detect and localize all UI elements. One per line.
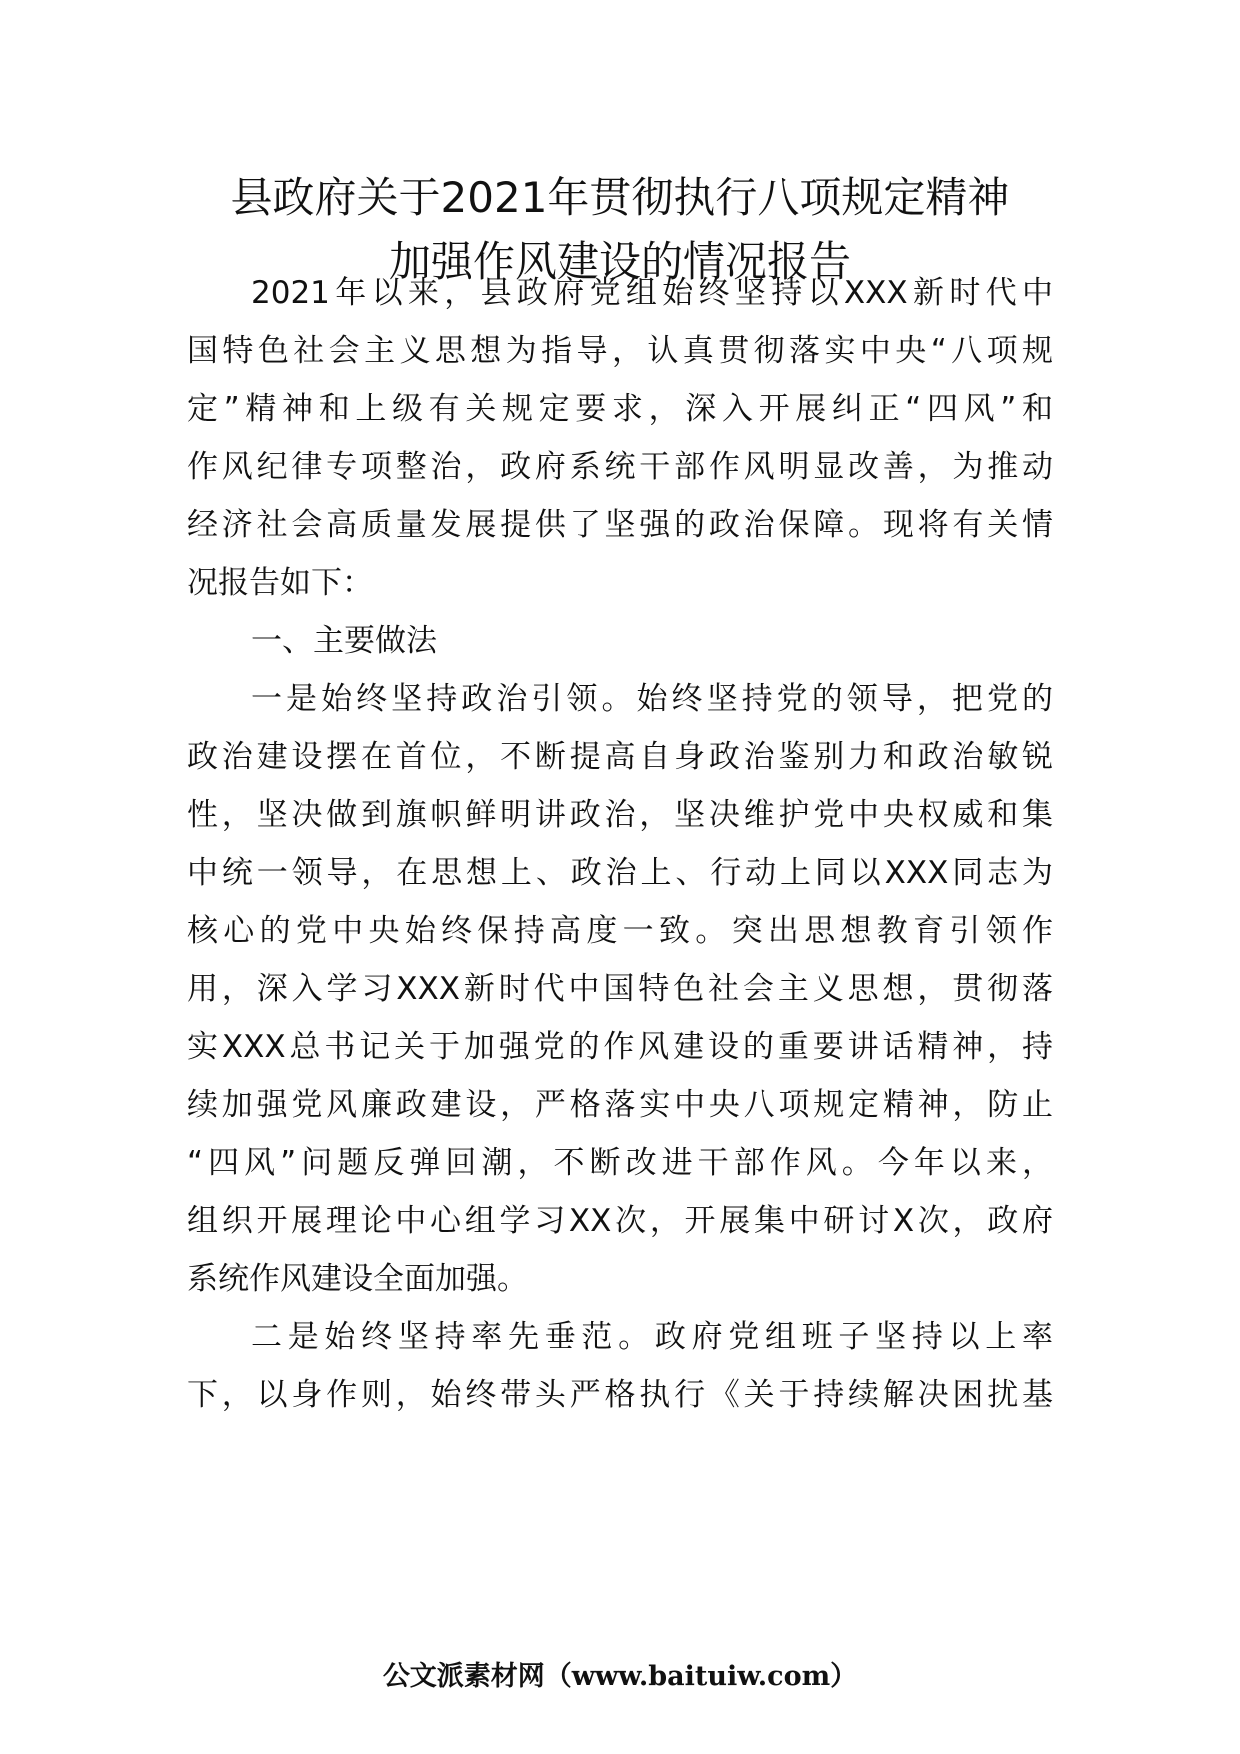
- body-text-line: 定”精神和上级有关规定要求，深入开展纠正“四风”和: [187, 391, 1053, 427]
- body-text-line: 核心的党中央始终保持高度一致。突出思想教育引领作: [187, 913, 1053, 949]
- footer-watermark: 公文派素材网（www.baituiw.com）: [382, 1661, 858, 1692]
- body-text-line: 经济社会高质量发展提供了坚强的政治保障。现将有关情: [187, 507, 1053, 543]
- document-title-line-2: 加强作风建设的情况报告: [388, 237, 851, 286]
- body-text-line: 用，深入学习XXX新时代中国特色社会主义思想，贯彻落: [187, 971, 1053, 1007]
- body-text-line: 二是始终坚持率先垂范。政府党组班子坚持以上率: [251, 1319, 1053, 1355]
- body-text-line: 中统一领导，在思想上、政治上、行动上同以XXX同志为: [187, 855, 1053, 891]
- body-text-line: “四风”问题反弹回潮，不断改进干部作风。今年以来，: [187, 1145, 1053, 1181]
- document-title-line-1: 县政府关于2021年贯彻执行八项规定精神: [230, 173, 1010, 222]
- body-text-line: 2021年以来，县政府党组始终坚持以XXX新时代中: [251, 275, 1053, 311]
- body-text-line: 况报告如下：: [187, 565, 373, 601]
- body-text-line: 续加强党风廉政建设，严格落实中央八项规定精神，防止: [187, 1087, 1053, 1123]
- body-text-line: 一是始终坚持政治引领。始终坚持党的领导，把党的: [251, 681, 1053, 717]
- body-text-line: 性，坚决做到旗帜鲜明讲政治，坚决维护党中央权威和集: [187, 797, 1053, 833]
- section-heading: 一、主要做法: [251, 623, 437, 659]
- body-text-line: 政治建设摆在首位，不断提高自身政治鉴别力和政治敏锐: [187, 739, 1053, 775]
- body-text-line: 组织开展理论中心组学习XX次，开展集中研讨X次，政府: [187, 1203, 1053, 1239]
- body-text-line: 作风纪律专项整治，政府系统干部作风明显改善，为推动: [187, 449, 1053, 485]
- body-text-line: 实XXX总书记关于加强党的作风建设的重要讲话精神，持: [187, 1029, 1053, 1065]
- body-text-line: 下，以身作则，始终带头严格执行《关于持续解决困扰基: [187, 1377, 1053, 1413]
- body-text-line: 国特色社会主义思想为指导，认真贯彻落实中央“八项规: [187, 333, 1053, 369]
- body-text-line: 系统作风建设全面加强。: [187, 1261, 528, 1297]
